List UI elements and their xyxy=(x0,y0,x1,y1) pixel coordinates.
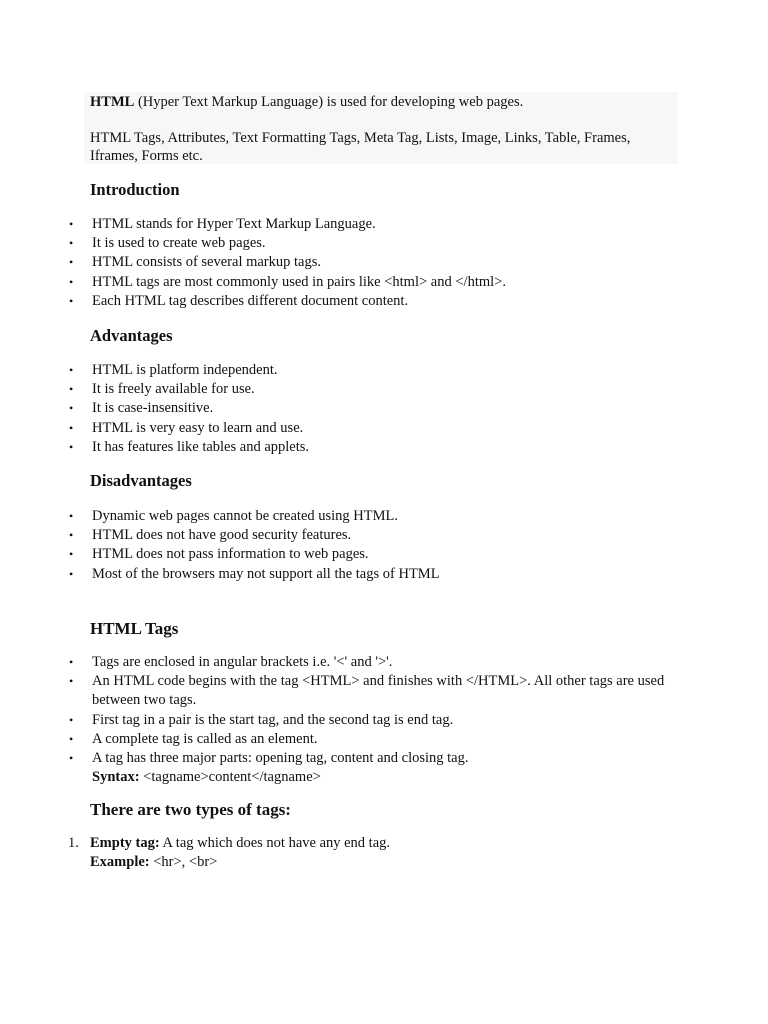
list-item xyxy=(0,507,768,526)
bullet-icon: • xyxy=(69,236,74,251)
heading-disadvantages: Disadvantages xyxy=(90,471,192,490)
types-of-tags-list xyxy=(0,834,768,872)
list-item xyxy=(0,565,768,584)
list-item xyxy=(0,361,768,380)
example-line xyxy=(90,853,672,872)
list-item-text: An HTML code begins with the tag <HTML> and finishes with </HTML>. All other tags are used between two tags. xyxy=(92,673,665,709)
list-item xyxy=(0,711,768,730)
bullet-icon: • xyxy=(69,401,74,416)
syntax-value: <tagname>content</tagname> xyxy=(139,769,321,786)
list-item-text: Tags are enclosed in angular brackets i.e. '<' and '>'. xyxy=(92,654,393,670)
bullet-icon: • xyxy=(69,439,74,454)
syntax-line xyxy=(92,768,672,787)
list-item xyxy=(0,834,768,872)
bullet-icon: • xyxy=(69,731,74,746)
bullet-icon: • xyxy=(69,363,74,377)
bullet-icon: • xyxy=(69,655,74,669)
list-item-text: HTML consists of several markup tags. xyxy=(92,254,321,271)
list-item xyxy=(0,672,768,710)
list-item xyxy=(0,749,768,787)
bullet-icon: • xyxy=(69,566,74,581)
list-item-text: It has features like tables and applets. xyxy=(92,438,310,455)
heading-types-of-tags: There are two types of tags: xyxy=(90,800,291,819)
empty-tag-text: A tag which does not have any end tag. xyxy=(159,835,391,851)
disadvantages-list xyxy=(0,507,768,584)
list-item xyxy=(0,438,768,457)
bullet-icon: • xyxy=(69,712,74,727)
list-item-text: HTML does not have good security features. xyxy=(92,527,352,544)
list-item-text: HTML is platform independent. xyxy=(92,362,278,378)
list-item xyxy=(0,380,768,399)
heading-advantages: Advantages xyxy=(90,326,173,345)
list-item-text: Dynamic web pages cannot be created using HTML. xyxy=(92,508,399,524)
bullet-icon: • xyxy=(69,528,74,543)
list-item xyxy=(0,253,768,272)
list-item-text: A complete tag is called as an element. xyxy=(92,730,318,747)
list-item xyxy=(0,234,768,253)
list-item xyxy=(0,399,768,418)
list-item-text: First tag in a pair is the start tag, and the second tag is end tag. xyxy=(92,711,454,728)
example-value: <hr>, <br> xyxy=(149,854,218,871)
list-item-text: It is used to create web pages. xyxy=(92,235,266,252)
list-item-text: HTML stands for Hyper Text Markup Language. xyxy=(92,216,376,232)
list-item-text: It is freely available for use. xyxy=(92,381,255,398)
list-item xyxy=(0,419,768,438)
list-item xyxy=(0,545,768,564)
bullet-icon: • xyxy=(69,547,74,562)
list-item xyxy=(0,292,768,311)
list-item-text: HTML does not pass information to web pages. xyxy=(92,546,369,563)
intro-line-1-text: (Hyper Text Markup Language) is used for developing web pages. xyxy=(134,94,524,110)
list-item-text: Each HTML tag describes different document content. xyxy=(92,292,409,309)
bullet-icon: • xyxy=(69,509,74,523)
list-item-text: Most of the browsers may not support all the tags of HTML xyxy=(92,565,440,582)
heading-introduction: Introduction xyxy=(90,180,180,199)
list-item xyxy=(0,273,768,292)
empty-tag-label: Empty tag: xyxy=(90,835,160,851)
bullet-icon: • xyxy=(69,255,74,270)
advantages-list xyxy=(0,361,768,457)
html-tags-list xyxy=(0,653,768,787)
bullet-icon: • xyxy=(69,293,74,308)
intro-html-bold: HTML xyxy=(90,94,135,110)
syntax-label: Syntax: xyxy=(92,769,140,786)
list-item-text: It is case-insensitive. xyxy=(92,400,214,417)
bullet-icon: • xyxy=(69,674,74,689)
list-item-text: HTML is very easy to learn and use. xyxy=(92,419,304,436)
heading-html-tags: HTML Tags xyxy=(90,619,179,638)
bullet-icon: • xyxy=(69,382,74,397)
example-label: Example: xyxy=(90,854,150,871)
list-item xyxy=(0,526,768,545)
list-item xyxy=(0,215,768,234)
list-number: 1. xyxy=(68,835,79,851)
introduction-list xyxy=(0,215,768,311)
list-item xyxy=(0,653,768,672)
list-item-text: HTML tags are most commonly used in pairs like <html> and </html>. xyxy=(92,273,506,290)
intro-line-1 xyxy=(90,93,670,111)
bullet-icon: • xyxy=(69,274,74,289)
list-item xyxy=(0,730,768,749)
intro-line-2: HTML Tags, Attributes, Text Formatting Tags, Meta Tag, Lists, Image, Links, Table, Frames, Iframes, Forms etc. xyxy=(90,130,631,164)
list-item-text: A tag has three major parts: opening tag, content and closing tag. xyxy=(92,750,469,767)
bullet-icon: • xyxy=(69,751,74,766)
bullet-icon: • xyxy=(69,217,74,231)
bullet-icon: • xyxy=(69,420,74,435)
